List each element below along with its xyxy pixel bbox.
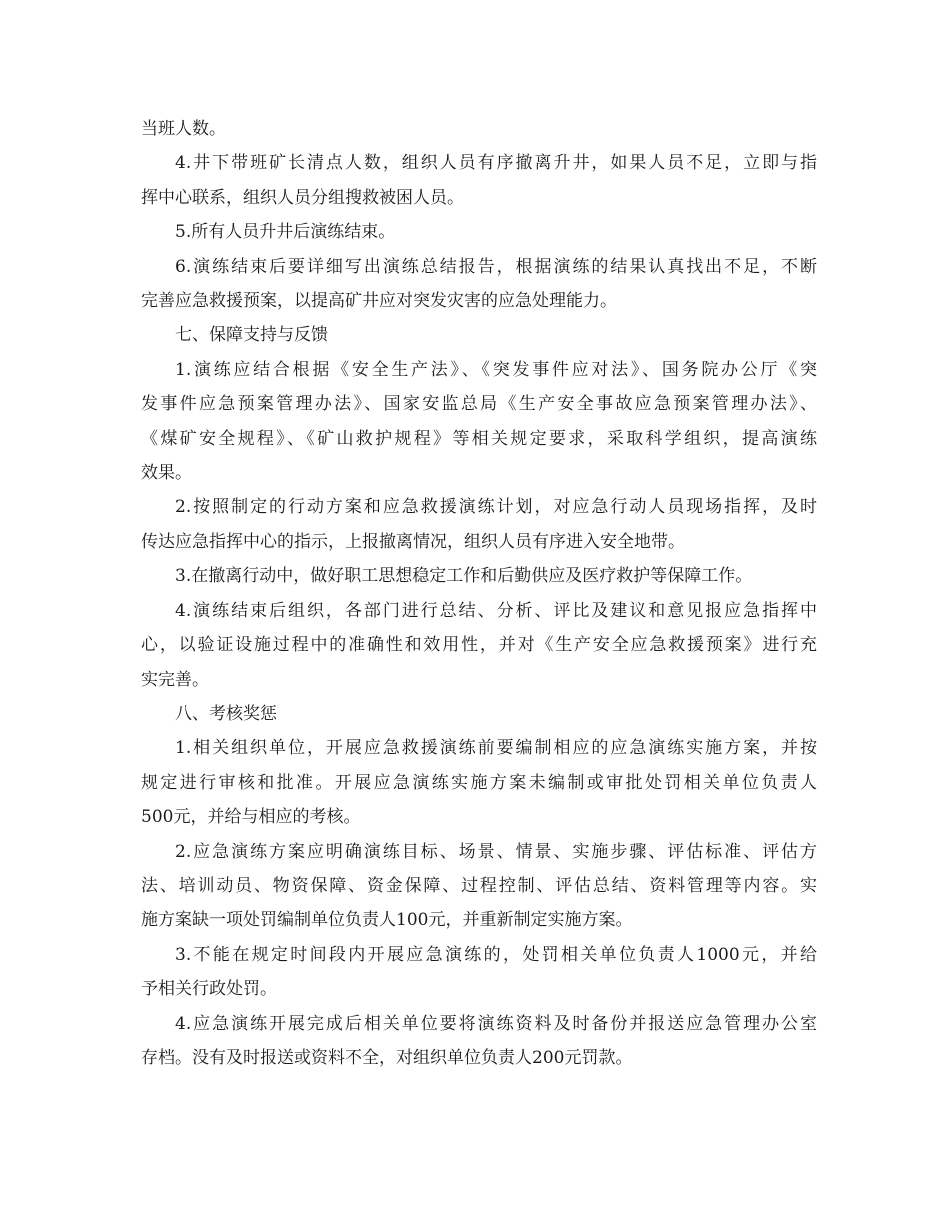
- text-line: 3.不能在规定时间段内开展应急演练的，处罚相关单位负责人1000元，并给: [175, 944, 817, 965]
- text-line: 1.相关组织单位，开展应急救援演练前要编制相应的应急演练实施方案，并按: [175, 738, 817, 759]
- text-line: 发事件应急预案管理办法》、国家安监总局《生产安全事故应急预案管理办法》、: [141, 394, 817, 415]
- text-line: 传达应急指挥中心的指示，上报撤离情况，组织人员有序进入安全地带。: [141, 531, 685, 552]
- text-line: 规定进行审核和批准。开展应急演练实施方案未编制或审批处罚相关单位负责人: [141, 772, 817, 793]
- text-line: 2.应急演练方案应明确演练目标、场景、情景、实施步骤、评估标准、评估方: [175, 841, 817, 862]
- text-line: 4.井下带班矿长清点人数，组织人员有序撤离升井，如果人员不足，立即与指: [175, 153, 817, 174]
- text-line: 4.应急演练开展完成后相关单位要将演练资料及时备份并报送应急管理办公室: [175, 1013, 817, 1034]
- text-line: 挥中心联系，组织人员分组搜救被困人员。: [141, 187, 464, 208]
- text-line: 予相关行政处罚。: [141, 979, 277, 1000]
- text-line: 3.在撤离行动中，做好职工思想稳定工作和后勤供应及医疗救护等保障工作。: [175, 566, 753, 587]
- text-line: 施方案缺一项处罚编制单位负责人100元，并重新制定实施方案。: [141, 910, 633, 931]
- section-heading: 七、保障支持与反馈: [175, 325, 328, 346]
- text-line: 4.演练结束后组织，各部门进行总结、分析、评比及建议和意见报应急指挥中: [175, 600, 817, 621]
- text-line: 500元，并给与相应的考核。: [141, 807, 361, 828]
- text-line: 法、培训动员、物资保障、资金保障、过程控制、评估总结、资料管理等内容。实: [141, 875, 817, 896]
- text-line: 实完善。: [141, 669, 209, 690]
- text-line: 1.演练应结合根据《安全生产法》、《突发事件应对法》、国务院办公厅《突: [175, 359, 817, 380]
- text-line: 完善应急救援预案，以提高矿井应对突发灾害的应急处理能力。: [141, 291, 617, 312]
- text-line: 5.所有人员升井后演练结束。: [175, 222, 396, 243]
- text-line: 存档。没有及时报送或资料不全，对组织单位负责人200元罚款。: [141, 1047, 633, 1068]
- text-line: 当班人数。: [141, 119, 226, 139]
- text-line: 2.按照制定的行动方案和应急救援演练计划，对应急行动人员现场指挥，及时: [175, 497, 817, 518]
- text-line: 效果。: [141, 463, 192, 484]
- document-page: [141, 112, 817, 1075]
- section-heading: 八、考核奖惩: [175, 703, 277, 724]
- text-line: 6.演练结束后要详细写出演练总结报告，根据演练的结果认真找出不足，不断: [175, 256, 817, 277]
- text-line: 心，以验证设施过程中的准确性和效用性，并对《生产安全应急救援预案》进行充: [141, 635, 817, 656]
- text-line: 《煤矿安全规程》、《矿山救护规程》等相关规定要求，采取科学组织，提高演练: [141, 428, 817, 449]
